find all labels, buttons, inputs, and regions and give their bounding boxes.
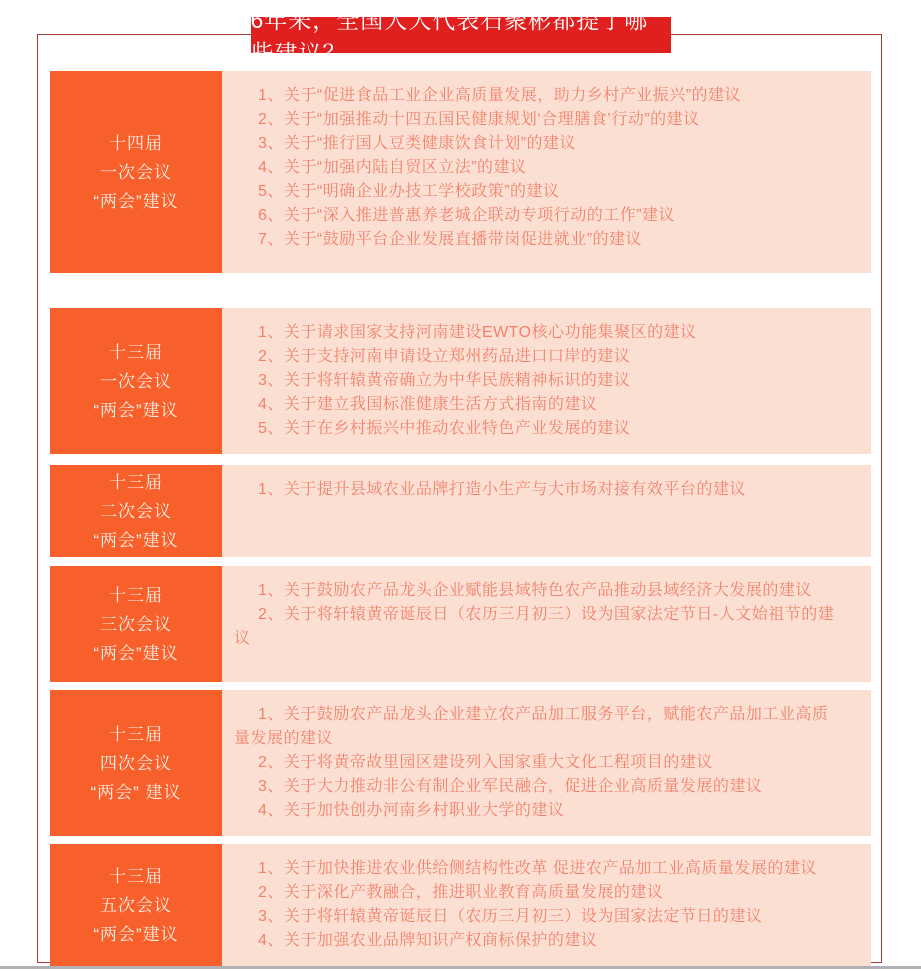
session-label [50,465,222,557]
session-label [50,71,222,273]
session-label-line: 四次会议 [100,753,172,773]
session-label-line: 五次会议 [100,895,172,915]
page-bottom-divider [0,966,921,969]
proposal-item: 3、关于大力推动非公有制企业军民融合，促进企业高质量发展的建议 [258,778,763,795]
session-label-line: “两会”建议 [93,530,179,550]
section-14th-1st-session [50,71,871,273]
proposal-item: 1、关于“促进食品工业企业高质量发展，助力乡村产业振兴”的建议 [258,87,742,104]
proposal-item: 5、关于“明确企业办技工学校政策”的建议 [258,183,560,200]
proposal-item: 5、关于在乡村振兴中推动农业特色产业发展的建议 [258,420,631,437]
proposal-item: 1、关于鼓励农产品龙头企业赋能县域特色农产品推动县域经济大发展的建议 [258,582,812,599]
proposal-item: 7、关于“鼓励平台企业发展直播带岗促进就业”的建议 [258,231,643,248]
proposal-item: 3、关于将轩辕黄帝诞辰日（农历三月初三）设为国家法定节日的建议 [258,908,763,925]
section-13th-2nd-session [50,465,871,557]
session-label-line: 十三届 [109,342,163,362]
proposal-item: 1、关于鼓励农产品龙头企业建立农产品加工服务平台，赋能农产品加工业高质量发展的建议 [234,706,829,747]
session-label-line: 十三届 [109,866,163,886]
session-label-line: 一次会议 [100,162,172,182]
section-13th-1st-session [50,308,871,454]
session-label-line: “两会” 建议 [90,782,182,802]
session-label-line: “两会”建议 [93,643,179,663]
proposal-item: 4、关于加强农业品牌知识产权商标保护的建议 [258,932,598,949]
proposal-list [222,71,871,273]
session-label-line: 十三届 [109,724,163,744]
proposal-item: 2、关于将黄帝故里园区建设列入国家重大文化工程项目的建议 [258,754,713,771]
proposal-item: 2、关于“加强推动十四五国民健康规划‘合理膳食’行动”的建议 [258,111,700,128]
session-label-line: 三次会议 [100,614,172,634]
proposal-list [222,308,871,454]
session-label [50,308,222,454]
section-13th-4th-session [50,690,871,836]
proposal-item: 2、关于支持河南申请设立郑州药品进口口岸的建议 [258,348,631,365]
session-label-line: 十三届 [109,472,163,492]
page-title: 6年来，全国人大代表石聚彬都提了哪些建议？ [250,7,649,66]
session-label [50,844,222,966]
proposal-item: 2、关于将轩辕黄帝诞辰日（农历三月初三）设为国家法定节日-人文始祖节的建议 [234,606,835,647]
session-label [50,566,222,682]
session-label-line: “两会”建议 [93,191,179,211]
session-label-line: 二次会议 [100,501,172,521]
proposal-item: 4、关于加快创办河南乡村职业大学的建议 [258,802,565,819]
proposal-item: 4、关于“加强内陆自贸区立法”的建议 [258,159,527,176]
session-label-line: 一次会议 [100,371,172,391]
proposal-item: 1、关于提升县域农业品牌打造小生产与大市场对接有效平台的建议 [258,481,746,498]
proposal-item: 6、关于“深入推进普惠养老城企联动专项行动的工作”建议 [258,207,676,224]
proposal-item: 4、关于建立我国标准健康生活方式指南的建议 [258,396,598,413]
session-label-line: 十三届 [109,585,163,605]
proposal-list [222,465,871,557]
proposal-list [222,566,871,682]
proposal-list [222,844,871,966]
section-13th-5th-session [50,844,871,966]
proposal-item: 3、关于“推行国人豆类健康饮食计划”的建议 [258,135,577,152]
page-title-banner [250,7,671,66]
proposal-item: 1、关于加快推进农业供给侧结构性改革 促进农产品加工业高质量发展的建议 [258,860,817,877]
session-sections [50,71,871,966]
section-13th-3rd-session [50,566,871,682]
proposal-item: 2、关于深化产教融合，推进职业教育高质量发展的建议 [258,884,664,901]
session-label-line: 十四届 [109,133,163,153]
proposal-list [222,690,871,836]
proposal-item: 1、关于请求国家支持河南建设EWTO核心功能集聚区的建议 [258,324,697,341]
proposal-item: 3、关于将轩辕黄帝确立为中华民族精神标识的建议 [258,372,631,389]
session-label [50,690,222,836]
session-label-line: “两会”建议 [93,400,179,420]
session-label-line: “两会”建议 [93,924,179,944]
